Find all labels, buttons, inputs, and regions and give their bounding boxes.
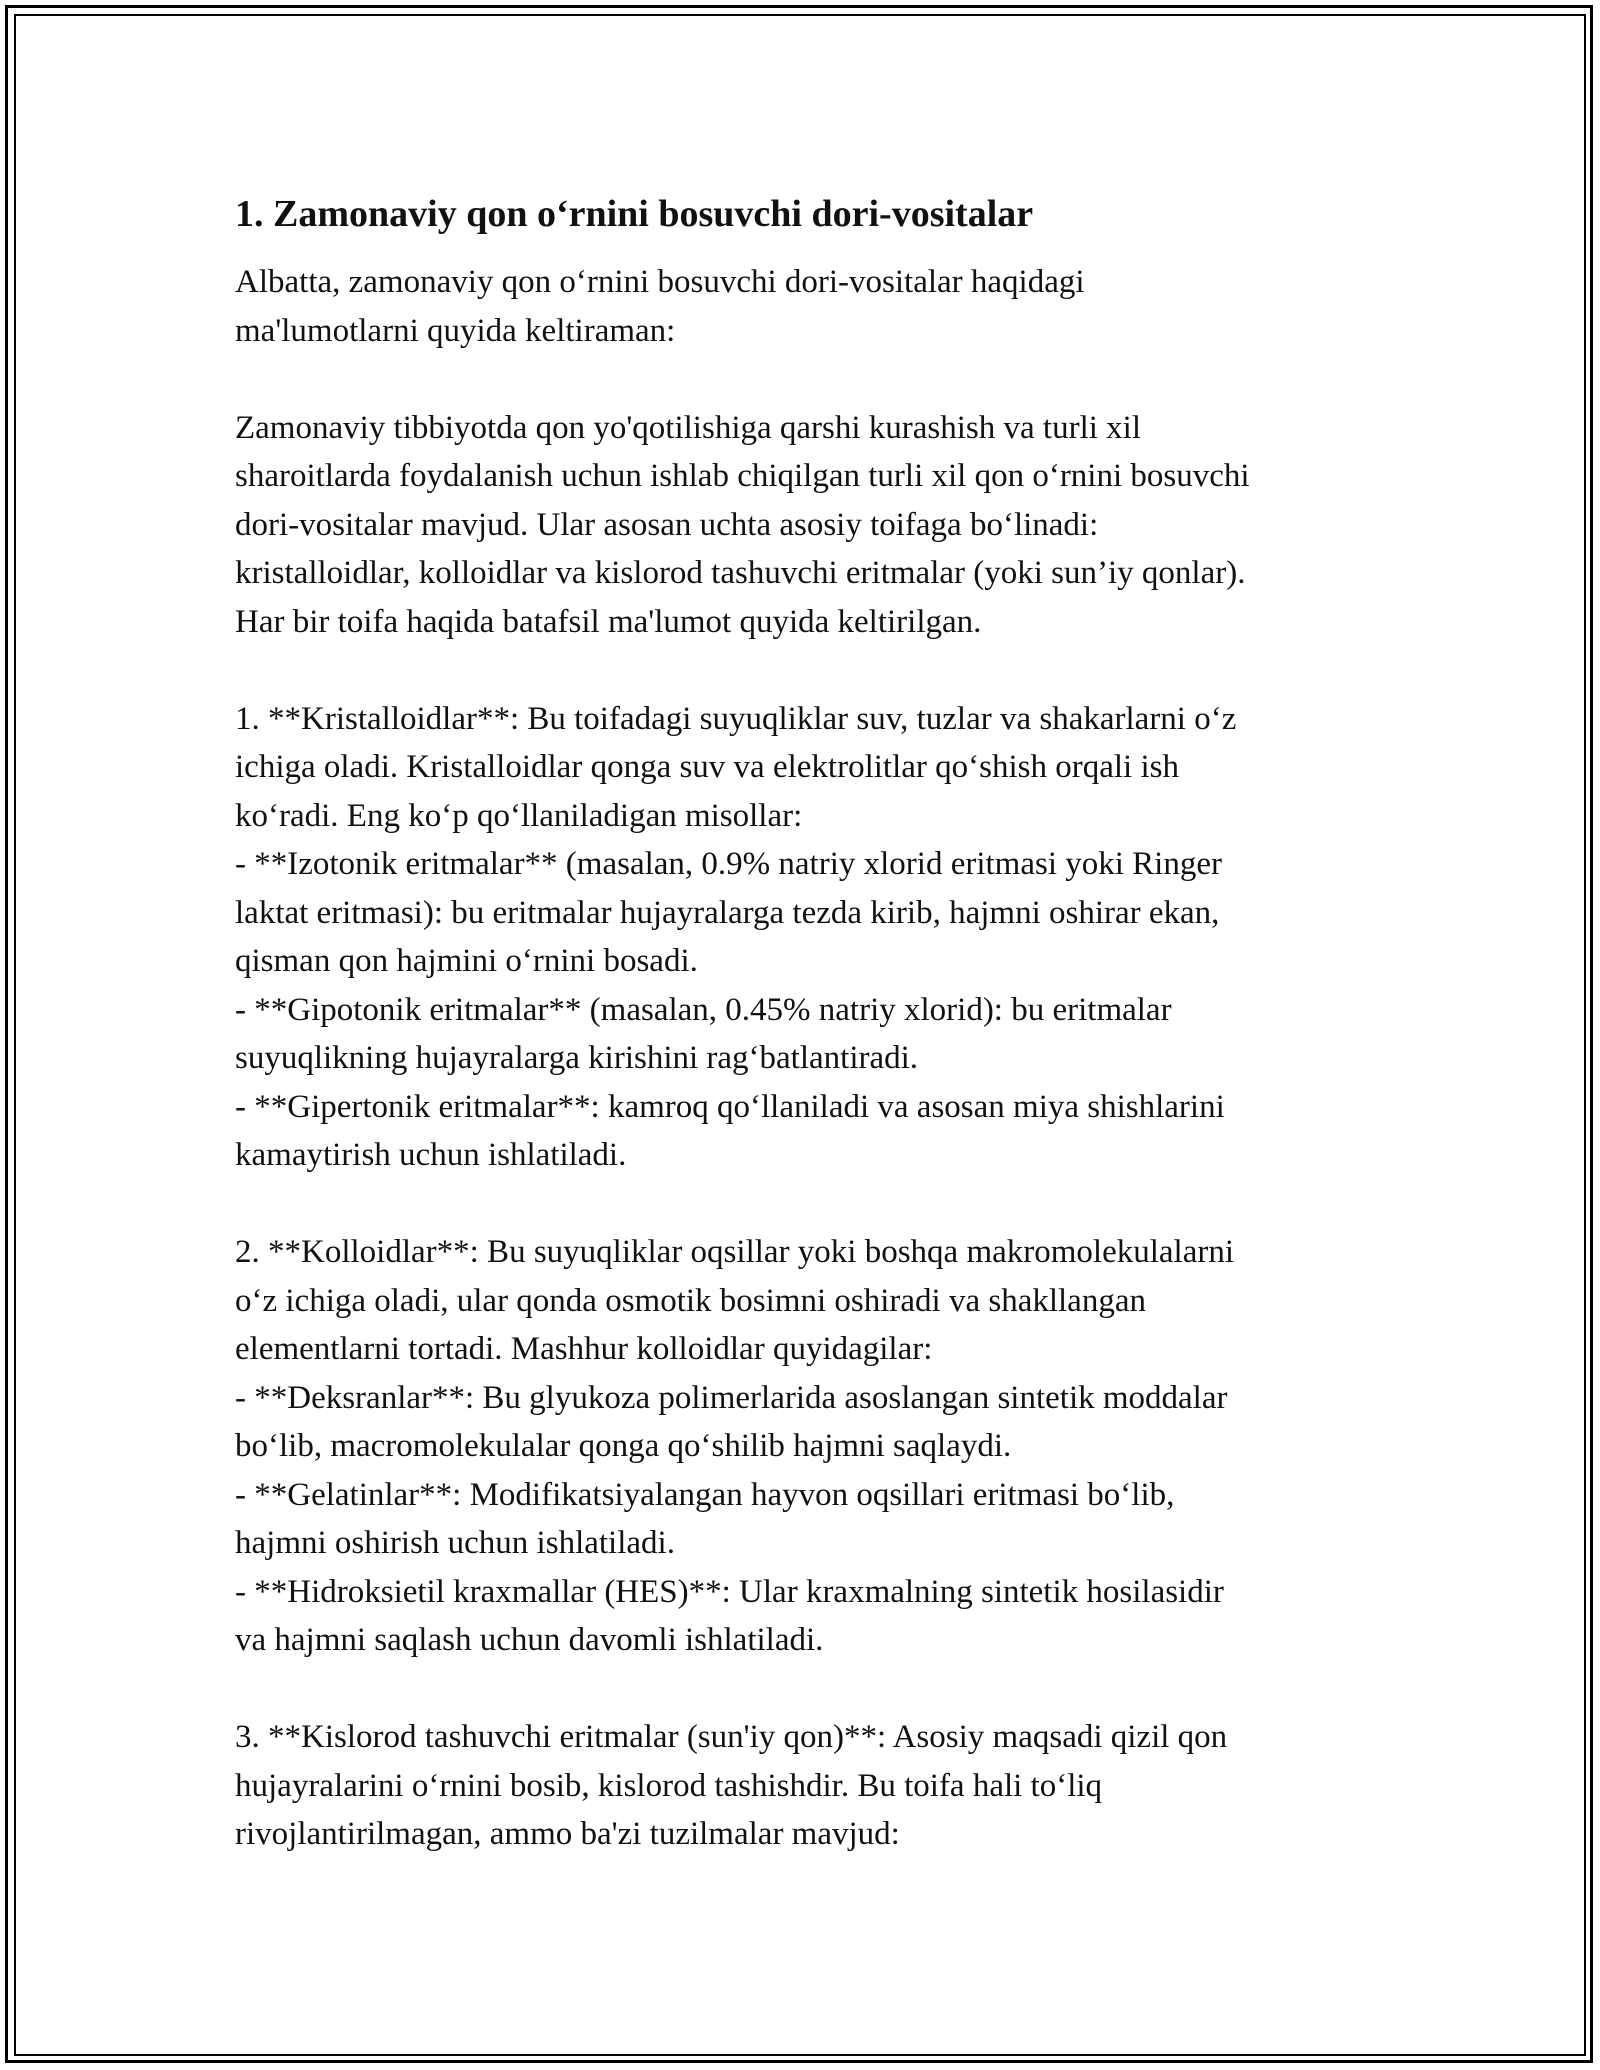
colloids-section: 2. **Kolloidlar**: Bu suyuqliklar oqsillar yoki boshqa makromolekulalarni o‘z ichiga oladi, ular qonda osmotik bosimni oshiradi va shakllangan elementlarni tortadi. Mashhur kolloidlar quyidagilar: - **Deksranlar**: Bu glyukoza polimerlarida asoslangan sintetik moddalar bo‘lib, macromolekulalar qonga qo‘shilib hajmni saqlaydi. - **Gelatinlar**: Modifikatsiyalangan hayvon oqsillari eritmasi bo‘lib, hajmni oshirish uchun ishlatiladi. - **Hidroksietil kraxmallar (HES)**: Ular kraxmalning sintetik hosilasidir va hajmni saqlash uchun davomli ishlatiladi. (235, 1234, 1235, 1658)
crystalloids-section: 1. **Kristalloidlar**: Bu toifadagi suyuqliklar suv, tuzlar va shakarlarni o‘z ichiga oladi. Kristalloidlar qonga suv va elektrolitlar qo‘shish orqali ish ko‘radi. Eng ko‘p qo‘llaniladigan misollar: - **Izotonik eritmalar** (masalan, 0.9% natriy xlorid eritmasi yoki Ringer laktat eritmasi): bu eritmalar hujayralarga tezda kirib, hajmni oshirar ekan, qisman qon hajmini o‘rnini bosadi. - **Gipotonik eritmalar** (masalan, 0.45% natriy xlorid): bu eritmalar suyuqlikning hujayralarga kirishini rag‘batlantiradi. - **Gipertonik eritmalar**: kamroq qo‘llaniladi va asosan miya shishlarini kamaytirish uchun ishlatiladi. (235, 700, 1237, 1173)
document-title: 1. Zamonaviy qon o‘rnini bosuvchi dori-vositalar (235, 193, 1034, 235)
oxygen-carriers-section: 3. **Kislorod tashuvchi eritmalar (sun'iy qon)**: Asosiy maqsadi qizil qon hujayralarini o‘rnini bosib, kislorod tashishdir. Bu toifa hali to‘liq rivojlantirilmagan, ammo ba'zi tuzilmalar mavjud: (235, 1719, 1228, 1852)
document-body (235, 190, 1375, 1859)
intro-paragraph: Albatta, zamonaviy qon o‘rnini bosuvchi dori-vositalar haqidagi ma'lumotlarni quyida keltiraman: (235, 264, 1085, 349)
overview-paragraph: Zamonaviy tibbiyotda qon yo'qotilishiga qarshi kurashish va turli xil sharoitlarda foydalanish uchun ishlab chiqilgan turli xil qon o‘rnini bosuvchi dori-vositalar mavjud. Ular asosan uchta asosiy toifaga bo‘linadi: kristalloidlar, kolloidlar va kislorod tashuvchi eritmalar (yoki sun’iy qonlar). Har bir toifa haqida batafsil ma'lumot quyida keltirilgan. (235, 409, 1250, 640)
